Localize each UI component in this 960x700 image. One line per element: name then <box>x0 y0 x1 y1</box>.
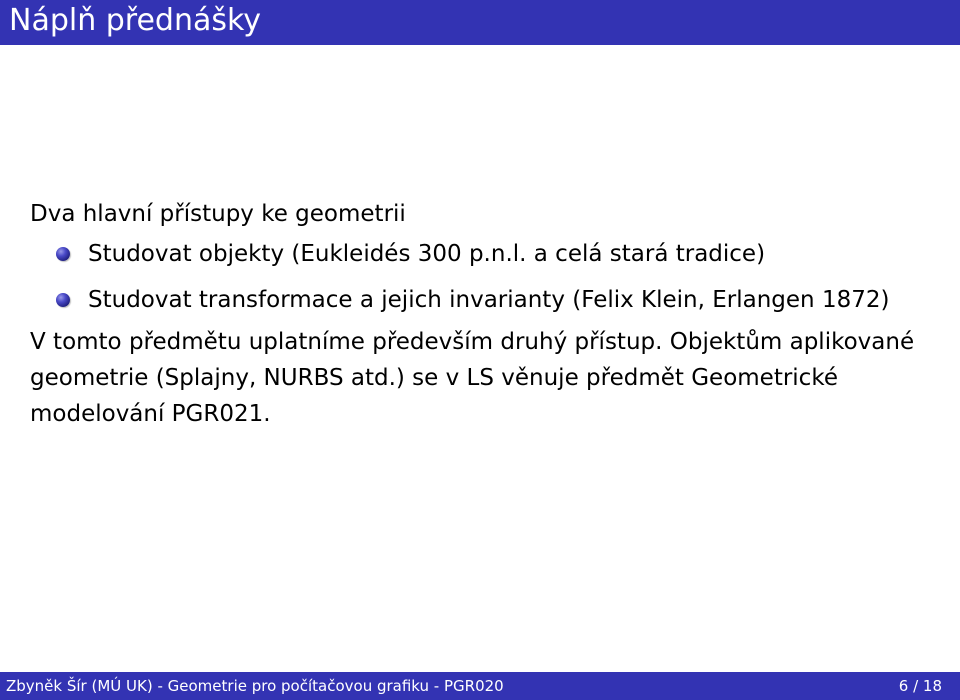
slide-title: Náplň přednášky <box>9 3 262 38</box>
bullet-ball-icon <box>56 293 70 307</box>
intro-text: Dva hlavní přístupy ke geometrii <box>30 201 406 227</box>
list-item <box>30 282 930 318</box>
page-number: 6 / 18 <box>898 677 942 695</box>
title-bar <box>0 0 960 45</box>
bullet-text: Studovat transformace a jejich invarianty (Felix Klein, Erlangen 1872) <box>88 287 890 313</box>
bullet-list <box>30 236 930 318</box>
slide-content <box>30 196 930 432</box>
footer-author-course: Zbyněk Šír (MÚ UK) - Geometrie pro počítačovou grafiku - PGR020 <box>6 677 504 695</box>
bullet-text: Studovat objekty (Eukleidés 300 p.n.l. a celá stará tradice) <box>88 241 766 267</box>
body-paragraph: V tomto předmětu uplatníme především druhý přístup. Objektům aplikované geometrie (Splajny, NURBS atd.) se v LS věnuje předmět Geometrické modelování PGR021. <box>30 329 915 427</box>
footer-bar <box>0 672 960 700</box>
list-item <box>30 236 930 272</box>
bullet-ball-icon <box>56 247 70 261</box>
